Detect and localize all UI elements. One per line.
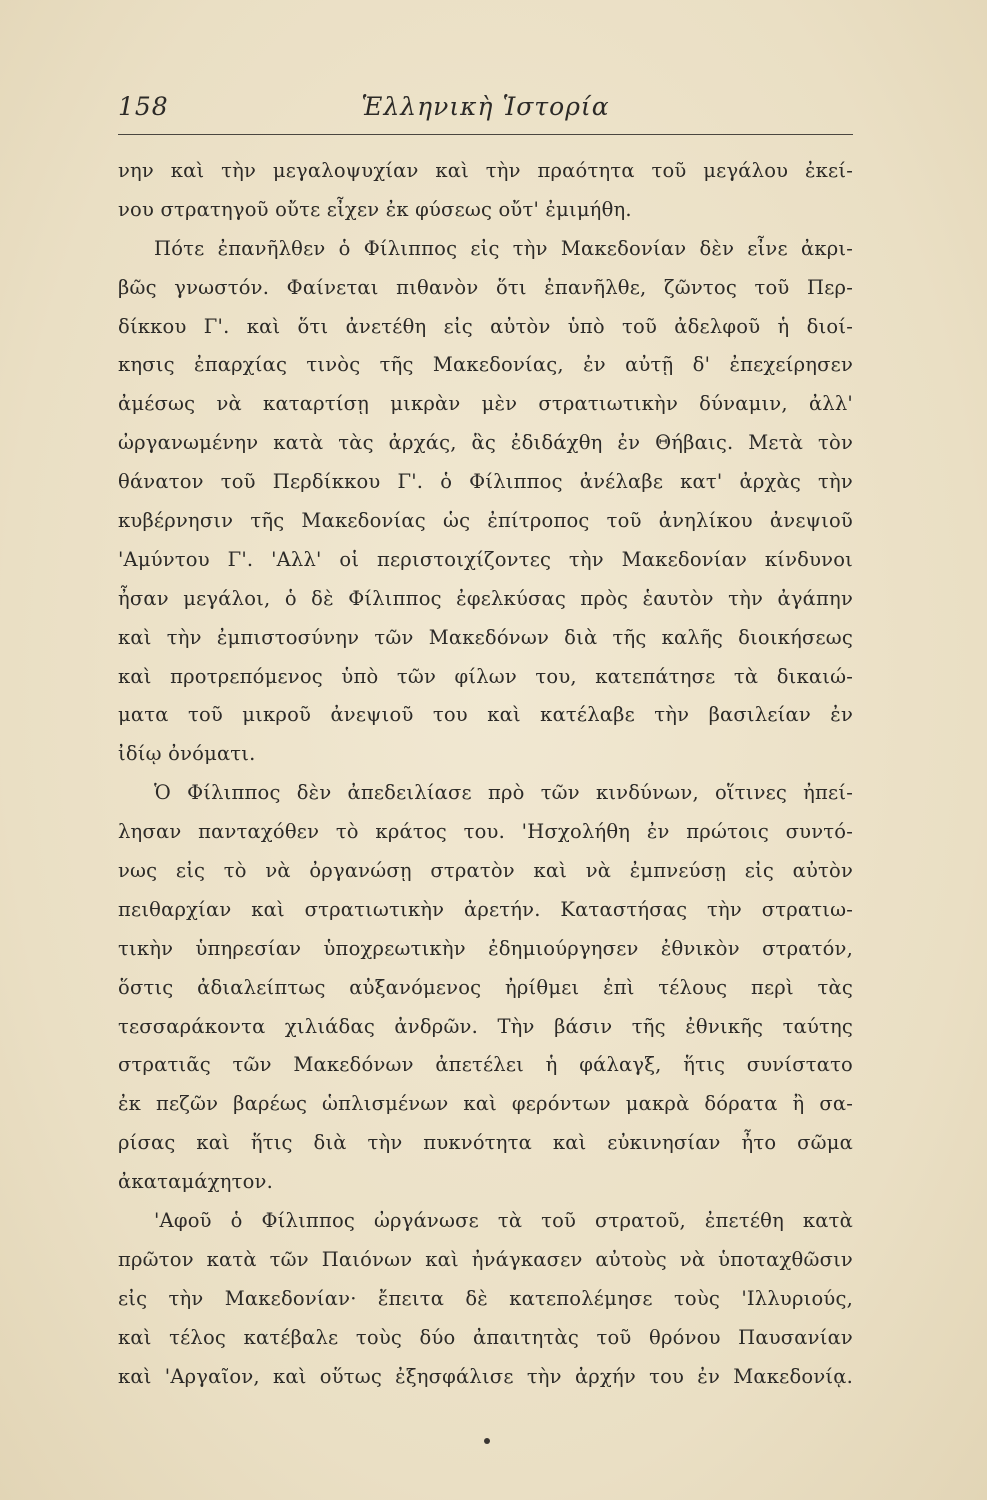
text-line: Ὁ Φίλιππος δὲν ἀπεδειλίασε πρὸ τῶν κινδύνων, οἵτινες ἠπεί- [154, 781, 853, 805]
text-line: δίκκου Γ'. καὶ ὅτι ἀνετέθη εἰς αὐτὸν ὑπὸ τοῦ ἀδελφοῦ ἡ διοί- [118, 314, 853, 338]
text-line: νην καὶ τὴν μεγαλοψυχίαν καὶ τὴν πραότητα τοῦ μεγάλου ἐκεί- [118, 159, 853, 182]
text-line: τεσσαράκοντα χιλιάδας ἀνδρῶν. Τὴν βάσιν τῆς ἐθνικῆς ταύτης [118, 1014, 853, 1038]
text-line: πειθαρχίαν καὶ στρατιωτικὴν ἀρετήν. Καταστήσας τὴν στρατιω- [118, 897, 853, 921]
text-line: ἰδίῳ ὀνόματι. [118, 742, 256, 766]
text-line: κησις ἐπαρχίας τινὸς τῆς Μακεδονίας, ἐν αὐτῇ δ' ἐπεχείρησεν [118, 353, 853, 377]
text-line: ἀκαταμάχητον. [118, 1170, 274, 1194]
text-line: 'Αμύντου Γ'. 'Αλλ' οἱ περιστοιχίζοντες τὴν Μακεδονίαν κίνδυνοι [118, 547, 853, 571]
text-line: Πότε ἐπανῆλθεν ὁ Φίλιππος εἰς τὴν Μακεδονίαν δὲν εἶνε ἀκρι- [154, 236, 853, 260]
text-line: καὶ τὴν ἐμπιστοσύνην τῶν Μακεδόνων διὰ τῆς καλῆς διοικήσεως [118, 625, 853, 649]
text-line: πρῶτον κατὰ τῶν Παιόνων καὶ ἠνάγκασεν αὐτοὺς νὰ ὑποταχθῶσιν [118, 1247, 853, 1271]
running-title: Ἑλληνικὴ Ἱστορία [361, 92, 610, 121]
text-line: καὶ 'Αργαῖον, καὶ οὕτως ἐξησφάλισε τὴν ἀρχήν του ἐν Μακεδονίᾳ. [118, 1364, 853, 1388]
text-line: νως εἰς τὸ νὰ ὀργανώσῃ στρατὸν καὶ νὰ ἐμπνεύσῃ εἰς αὐτὸν [118, 859, 853, 883]
text-line: ὅστις ἀδιαλείπτως αὐξανόμενος ἠρίθμει ἐπὶ τέλους περὶ τὰς [118, 975, 853, 999]
text-line: νου στρατηγοῦ οὔτε εἶχεν ἐκ φύσεως οὔτ' ἐμιμήθη. [118, 197, 632, 221]
text-line: καὶ προτρεπόμενος ὑπὸ τῶν φίλων του, κατεπάτησε τὰ δικαιώ- [118, 664, 853, 688]
text-line: καὶ τέλος κατέβαλε τοὺς δύο ἀπαιτητὰς τοῦ θρόνου Παυσανίαν [118, 1325, 853, 1349]
text-line: ἐκ πεζῶν βαρέως ὡπλισμένων καὶ φερόντων μακρὰ δόρατα ἢ σα- [118, 1092, 853, 1116]
text-line: λησαν πανταχόθεν τὸ κράτος του. 'Ησχολήθη ἐν πρώτοις συντό- [118, 820, 853, 844]
text-line: ὠργανωμένην κατὰ τὰς ἀρχάς, ἃς ἐδιδάχθη ἐν Θήβαις. Μετὰ τὸν [118, 431, 853, 455]
page-number: 158 [118, 92, 169, 121]
text-line: ρίσας καὶ ἥτις διὰ τὴν πυκνότητα καὶ εὐκινησίαν ἦτο σῶμα [118, 1131, 853, 1155]
text-line: κυβέρνησιν τῆς Μακεδονίας ὡς ἐπίτροπος τοῦ ἀνηλίκου ἀνεψιοῦ [118, 509, 853, 533]
text-line: θάνατον τοῦ Περδίκκου Γ'. ὁ Φίλιππος ἀνέλαβε κατ' ἀρχὰς τὴν [118, 470, 853, 494]
body-text [118, 152, 853, 1397]
printer-mark [484, 1438, 490, 1444]
text-line: στρατιᾶς τῶν Μακεδόνων ἀπετέλει ἡ φάλαγξ, ἥτις συνίστατο [118, 1053, 853, 1077]
text-line: τικὴν ὑπηρεσίαν ὑποχρεωτικὴν ἐδημιούργησεν ἐθνικὸν στρατόν, [118, 936, 853, 960]
text-line: εἰς τὴν Μακεδονίαν· ἔπειτα δὲ κατεπολέμησε τοὺς 'Ιλλυριούς, [118, 1286, 853, 1310]
text-line: ἀμέσως νὰ καταρτίσῃ μικρὰν μὲν στρατιωτικὴν δύναμιν, ἀλλ' [118, 392, 853, 416]
text-line: 'Αφοῦ ὁ Φίλιππος ὠργάνωσε τὰ τοῦ στρατοῦ, ἐπετέθη κατὰ [154, 1209, 853, 1233]
text-line: ἦσαν μεγάλοι, ὁ δὲ Φίλιππος ἐφελκύσας πρὸς ἑαυτὸν τὴν ἀγάπην [118, 586, 853, 610]
page-header [118, 92, 853, 132]
header-rule [118, 134, 853, 135]
text-line: βῶς γνωστόν. Φαίνεται πιθανὸν ὅτι ἐπανῆλθε, ζῶντος τοῦ Περ- [118, 275, 853, 299]
text-line: ματα τοῦ μικροῦ ἀνεψιοῦ του καὶ κατέλαβε τὴν βασιλείαν ἐν [118, 703, 853, 727]
